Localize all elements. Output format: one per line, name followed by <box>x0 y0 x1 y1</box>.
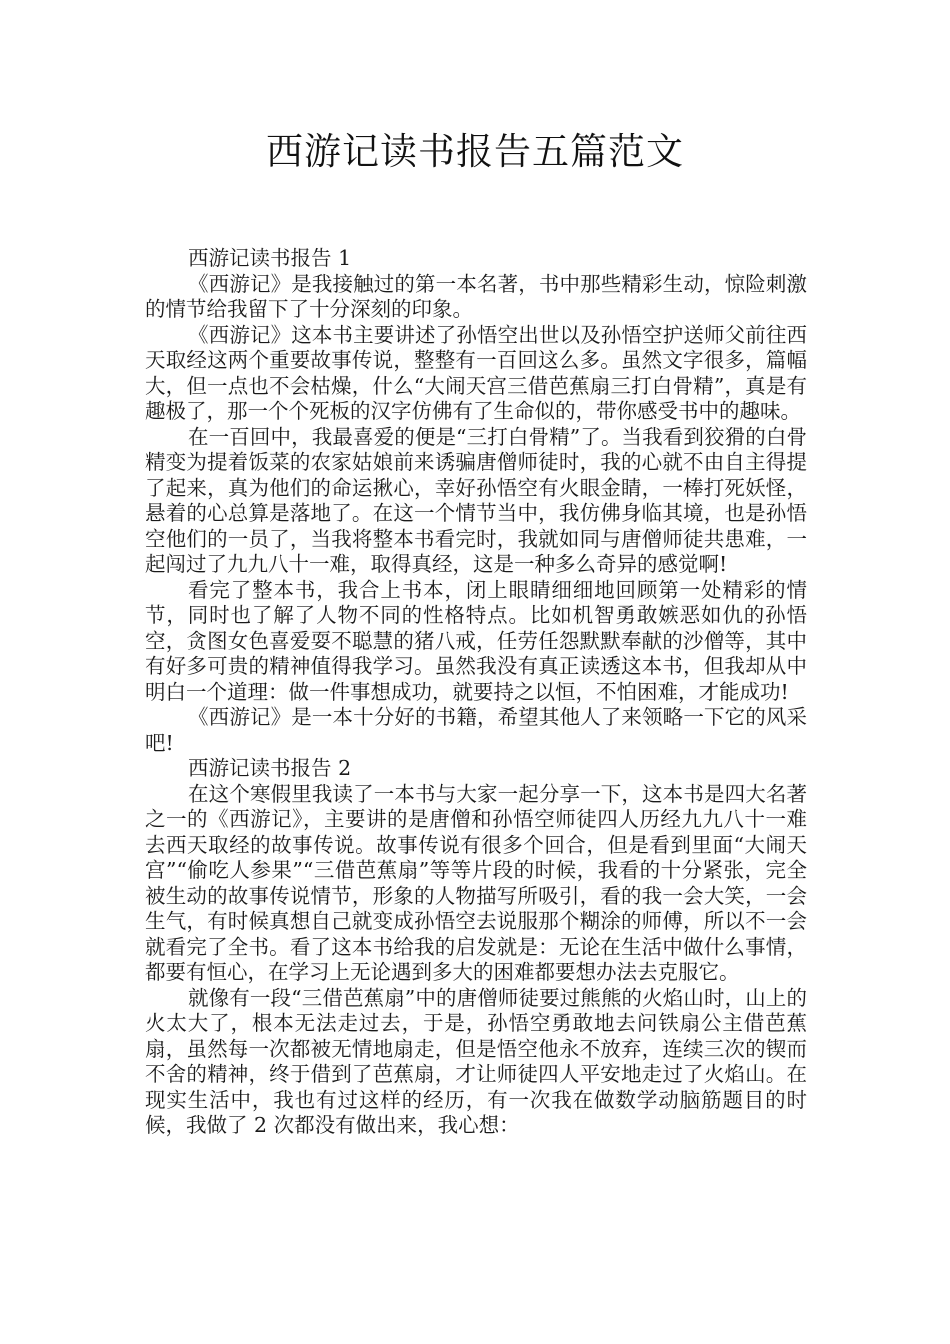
section-heading: 西游记读书报告 2 <box>188 756 352 780</box>
paragraph: 《西游记》是我接触过的第一本名著，书中那些精彩生动，惊险刺激的情节给我留下了十分深刻的印象。 <box>145 271 807 321</box>
paragraph: 《西游记》这本书主要讲述了孙悟空出世以及孙悟空护送师父前往西天取经这两个重要故事传说，整整有一百回这么多。虽然文字很多，篇幅大，但一点也不会枯燥，什么“大闹天宫三借芭蕉扇三打白骨精”，真是有趣极了，那一个个死板的汉字仿佛有了生命似的，带你感受书中的趣味。 <box>145 322 807 423</box>
paragraph: 就像有一段“三借芭蕉扇”中的唐僧师徒要过熊熊的火焰山时，山上的火太大了，根本无法走过去，于是，孙悟空勇敢地去问铁扇公主借芭蕉扇，虽然每一次都被无情地扇走，但是悟空他永不放弃，连续三次的锲而不舍的精神，终于借到了芭蕉扇，才让师徒四人平安地走过了火焰山。在现实生活中，我也有过这样的经历，有一次我在做数学动脑筋题目的时候，我做了 2 次都没有做出来，我心想： <box>145 985 807 1137</box>
paragraph: 在这个寒假里我读了一本书与大家一起分享一下，这本书是四大名著之一的《西游记》，主要讲的是唐僧和孙悟空师徒四人历经九九八十一难去西天取经的故事传说。故事传说有很多个回合，但是看到里面“大闹天宫”“偷吃人参果”“三借芭蕉扇”等等片段的时候，我看的十分紧张，完全被生动的故事传说情节，形象的人物描写所吸引，看的我一会大笑，一会生气，有时候真想自己就变成孙悟空去说服那个糊涂的师傅，所以不一会就看完了全书。看了这本书给我的启发就是：无论在生活中做什么事情，都要有恒心，在学习上无论遇到多大的困难都要想办法去克服它。 <box>145 781 807 984</box>
paragraph: 在一百回中，我最喜爱的便是“三打白骨精”了。当我看到狡猾的白骨精变为提着饭菜的农家姑娘前来诱骗唐僧师徒时，我的心就不由自主得提了起来，真为他们的命运揪心，幸好孙悟空有火眼金睛，一棒打死妖怪，悬着的心总算是落地了。在这一个情节当中，我仿佛身临其境，也是孙悟空他们的一员了，当我将整本书看完时，我就如同与唐僧师徒共患难，一起闯过了九九八十一难，取得真经，这是一种多么奇异的感觉啊! <box>145 424 807 576</box>
section-heading: 西游记读书报告 1 <box>188 246 352 270</box>
document-title: 西游记读书报告五篇范文 <box>266 130 684 173</box>
paragraph: 看完了整本书，我合上书本，闭上眼睛细细地回顾第一处精彩的情节，同时也了解了人物不同的性格特点。比如机智勇敢嫉恶如仇的孙悟空，贪图女色喜爱耍不聪慧的猪八戒，任劳任怨默默奉献的沙僧等，其中有好多可贵的精神值得我学习。虽然我没有真正读透这本书，但我却从中明白一个道理：做一件事想成功，就要持之以恒，不怕困难，才能成功! <box>145 577 807 704</box>
paragraph: 《西游记》是一本十分好的书籍，希望其他人了来领略一下它的风采吧! <box>145 705 807 755</box>
document-body <box>145 246 807 1139</box>
